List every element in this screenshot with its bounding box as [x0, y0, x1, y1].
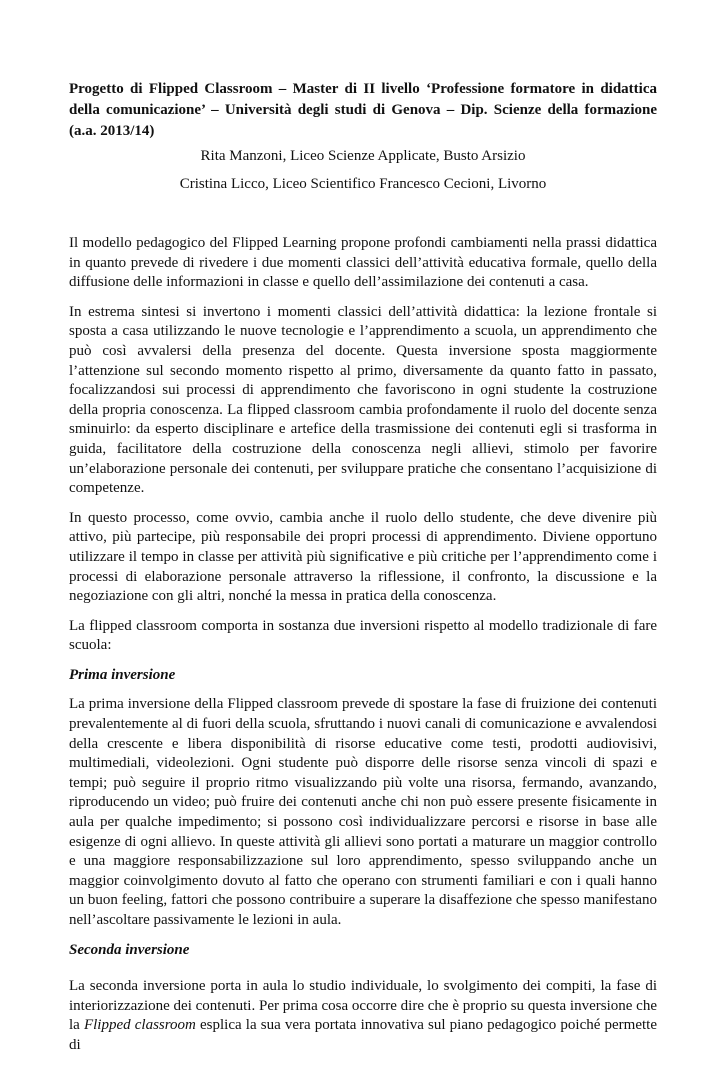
paragraph-student-role: In questo processo, come ovvio, cambia anche il ruolo dello studente, che deve divenire più attivo, più partecipe, più responsabile dei propri processi di apprendimento. Diviene opportuno utilizzare il tempo in classe per attività più significative e più critiche per l’apprendimento come i processi di elaborazione personale attraverso la riflessione, il confronto, la discussione e la negoziazione con gli altri, nonché la messa in pratica della conoscenza.: [69, 509, 657, 605]
paragraph-synthesis: In estrema sintesi si invertono i momenti classici dell’attività didattica: la lezione frontale si sposta a casa utilizzando le nuove tecnologie e l’apprendimento a scuola, un apprendimento che può così avvalersi della presenza del docente. Questa inversione sposta maggiormente l’attenzione sul secondo momento rispetto al primo, diversamente da quanto fatto in passato, focalizzandosi sui processi di apprendimento che favoriscono in ogni studente la costruzione della propria conoscenza. La flipped classroom cambia profondamente il ruolo del docente senza sminuirlo: da esperto disciplinare e artefice della trasmissione dei contenuti egli si trasforma in guida, facilitatore della costruzione della conoscenza negli allievi, stimolo per favorire un’elaborazione personale dei contenuti, per sviluppare pratiche che consentano l’acquisizione di competenze.: [69, 303, 657, 497]
heading-first-inversion: Prima inversione: [69, 666, 176, 683]
paragraph-intro: Il modello pedagogico del Flipped Learning propone profondi cambiamenti nella prassi didattica in quanto prevede di rivedere i due momenti classici dell’attività educativa formale, quello della diffusione delle informazioni in classe e quello dell’assimilazione dei contenuti a casa.: [69, 235, 657, 291]
author-line-2: Cristina Licco, Liceo Scientifico Francesco Cecioni, Livorno: [179, 176, 547, 192]
paragraph-first-inversion: La prima inversione della Flipped classroom prevede di spostare la fase di fruizione dei contenuti prevalentemente al di fuori della scuola, sfruttando i nuovi canali di comunicazione e avvalendosi della crescente e libera disponibilità di risorse educative come testi, prodotti audiovisivi, multimediali, videolezioni. Ogni studente può disporre delle risorse senza vincoli di spazi e tempi; può seguire il proprio ritmo visualizzando più volte una risorsa, fermando, avanzando, riproducendo un video; può fruire dei contenuti anche chi non può essere presente fisicamente in aula per qualche impedimento; si possono così individualizzare percorsi e risorse in base alle esigenze di ogni allievo. In queste attività gli allievi sono portati a maturare un maggior controllo e una maggiore responsabilizzazione sul loro apprendimento, spesso sviluppando anche un maggior coinvolgimento dovuto al fatto che operano con strumenti familiari e con i quali hanno un buon feeling, fattori che possono contribuire a superare la disaffezione che spesso manifestano nell’ascoltare passivamente le lezioni in aula.: [69, 696, 657, 928]
paragraph-second-inversion: [69, 977, 657, 1055]
document-title: Progetto di Flipped Classroom – Master di II livello ‘Professione formatore in didattica della comunicazione’ – Università degli studi di Genova – Dip. Scienze della formazione (a.a. 2013/14): [69, 81, 657, 139]
author-line-1: Rita Manzoni, Liceo Scienze Applicate, Busto Arsizio: [200, 148, 526, 164]
paragraph-two-inversions: La flipped classroom comporta in sostanza due inversioni rispetto al modello tradizionale di fare scuola:: [69, 617, 657, 654]
second-inversion-text-start: La seconda inversione porta in aula lo studio individuale, lo svolgimento dei compiti, la fase di interiorizzazione dei contenuti. Per prima cosa occorre dire che è proprio su questa inversione che la: [69, 978, 657, 1034]
second-inversion-emphasis: Flipped classroom: [83, 1017, 196, 1034]
document-body: [69, 234, 657, 1056]
document-page: [69, 79, 657, 1066]
heading-second-inversion: Seconda inversione: [69, 941, 190, 958]
second-inversion-text-end: esplica la sua vera portata innovativa sul piano pedagogico poiché permette di: [69, 1017, 657, 1053]
